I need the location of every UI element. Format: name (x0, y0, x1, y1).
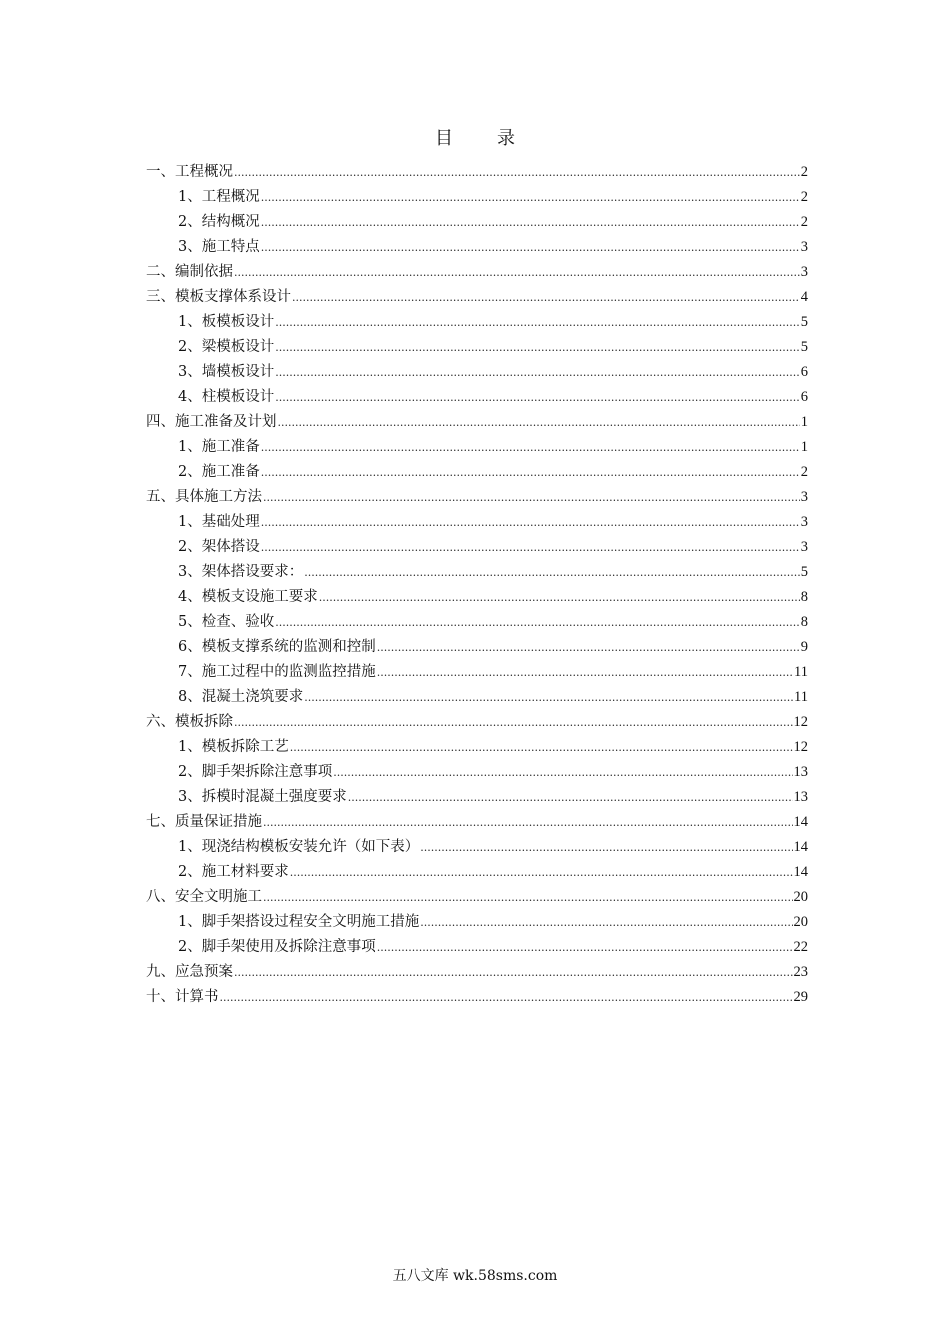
toc-entry[interactable] (146, 410, 808, 435)
toc-entry-page: 3 (800, 489, 808, 505)
toc-entry-page: 3 (800, 514, 808, 530)
toc-entry-text: 十、计算书 (146, 989, 219, 1005)
toc-leader-dots (275, 310, 800, 335)
toc-entry[interactable] (146, 560, 808, 585)
toc-leader-dots (261, 535, 800, 560)
toc-leader-dots (275, 385, 800, 410)
toc-entry-page: 8 (800, 614, 808, 630)
toc-entry[interactable] (146, 760, 808, 785)
toc-entry-text: 八、安全文明施工 (146, 889, 262, 905)
toc-entry-page: 4 (800, 289, 808, 305)
toc-entry-page: 2 (800, 189, 808, 205)
toc-entry-page: 14 (793, 839, 808, 855)
toc-entry[interactable] (146, 785, 808, 810)
toc-leader-dots (234, 710, 793, 735)
toc-entry-page: 14 (793, 814, 808, 830)
toc-entry[interactable] (146, 535, 808, 560)
toc-entry-page: 12 (793, 714, 808, 730)
toc-entry-page: 20 (793, 889, 808, 905)
toc-entry-text: 1、模板拆除工艺 (178, 739, 289, 755)
toc-entry[interactable] (146, 735, 808, 760)
toc-entry-text: 七、质量保证措施 (146, 814, 262, 830)
toc-entry[interactable] (146, 910, 808, 935)
toc-entry[interactable] (146, 960, 808, 985)
toc-entry-page: 29 (793, 989, 808, 1005)
toc-entry-text: 2、施工材料要求 (178, 864, 289, 880)
toc-leader-dots (275, 335, 800, 360)
toc-entry[interactable] (146, 160, 808, 185)
toc-entry-text: 六、模板拆除 (146, 714, 233, 730)
toc-entry-page: 5 (800, 339, 808, 355)
toc-entry-text: 五、具体施工方法 (146, 489, 262, 505)
toc-entry[interactable] (146, 285, 808, 310)
toc-entry-text: 四、施工准备及计划 (146, 414, 277, 430)
toc-entry-text: 7、施工过程中的监测监控措施 (178, 664, 376, 680)
toc-leader-dots (304, 685, 793, 710)
toc-entry-text: 4、柱模板设计 (178, 389, 275, 405)
toc-entry-page: 13 (793, 789, 808, 805)
toc-leader-dots (377, 635, 800, 660)
toc-leader-dots (263, 485, 800, 510)
toc-entry-text: 1、基础处理 (178, 514, 260, 530)
toc-entry[interactable] (146, 210, 808, 235)
toc-entry-text: 九、应急预案 (146, 964, 233, 980)
toc-entry[interactable] (146, 685, 808, 710)
toc-entry[interactable] (146, 260, 808, 285)
toc-title-right: 录 (497, 128, 515, 149)
toc-entry-text: 三、模板支撑体系设计 (146, 289, 291, 305)
toc-leader-dots (278, 410, 800, 435)
toc-entry-text: 2、结构概况 (178, 214, 260, 230)
toc-title (0, 124, 950, 150)
toc-leader-dots (261, 460, 800, 485)
toc-leader-dots (304, 560, 800, 585)
toc-entry[interactable] (146, 485, 808, 510)
toc-leader-dots (261, 510, 800, 535)
toc-leader-dots (263, 885, 793, 910)
toc-entry[interactable] (146, 610, 808, 635)
toc-entry[interactable] (146, 860, 808, 885)
toc-entry-page: 2 (800, 214, 808, 230)
toc-entry-page: 14 (793, 864, 808, 880)
toc-entry-page: 3 (800, 239, 808, 255)
toc-entry[interactable] (146, 310, 808, 335)
toc-leader-dots (261, 210, 800, 235)
toc-entry-page: 5 (800, 564, 808, 580)
toc-leader-dots (292, 285, 800, 310)
toc-entry[interactable] (146, 185, 808, 210)
toc-entry-text: 5、检查、验收 (178, 614, 275, 630)
toc-leader-dots (220, 985, 793, 1010)
toc-entry[interactable] (146, 710, 808, 735)
toc-entry-page: 12 (793, 739, 808, 755)
toc-leader-dots (234, 160, 800, 185)
toc-entry[interactable] (146, 810, 808, 835)
toc-entry-page: 1 (800, 414, 808, 430)
toc-entry[interactable] (146, 885, 808, 910)
toc-leader-dots (275, 360, 800, 385)
toc-leader-dots (261, 185, 800, 210)
toc-entry[interactable] (146, 985, 808, 1010)
toc-entry-text: 3、拆模时混凝土强度要求 (178, 789, 347, 805)
toc-entry-text: 6、模板支撑系统的监测和控制 (178, 639, 376, 655)
toc-entry-text: 2、架体搭设 (178, 539, 260, 555)
toc-entry-page: 13 (793, 764, 808, 780)
toc-entry-text: 1、脚手架搭设过程安全文明施工措施 (178, 914, 420, 930)
toc-entry[interactable] (146, 460, 808, 485)
toc-entry[interactable] (146, 935, 808, 960)
toc-leader-dots (319, 585, 800, 610)
toc-leader-dots (275, 610, 800, 635)
toc-leader-dots (377, 660, 793, 685)
toc-entry-page: 2 (800, 164, 808, 180)
toc-entry-page: 5 (800, 314, 808, 330)
toc-entry-text: 2、脚手架使用及拆除注意事项 (178, 939, 376, 955)
toc-leader-dots (420, 835, 792, 860)
toc-entry-page: 6 (800, 364, 808, 380)
toc-entry-page: 11 (794, 689, 808, 705)
toc-leader-dots (333, 760, 792, 785)
toc-entry-text: 1、工程概况 (178, 189, 260, 205)
toc-entry-text: 3、墙模板设计 (178, 364, 275, 380)
toc-entry-page: 9 (800, 639, 808, 655)
toc-entry[interactable] (146, 335, 808, 360)
toc-entry-page: 23 (793, 964, 808, 980)
toc-entry[interactable] (146, 835, 808, 860)
toc-entry-text: 1、施工准备 (178, 439, 260, 455)
toc-entry[interactable] (146, 385, 808, 410)
toc-entry-page: 3 (800, 264, 808, 280)
toc-entry[interactable] (146, 360, 808, 385)
toc-entry-page: 20 (793, 914, 808, 930)
toc-entry-page: 22 (793, 939, 808, 955)
toc-entry-text: 2、梁模板设计 (178, 339, 275, 355)
toc-leader-dots (348, 785, 793, 810)
toc-entry-text: 3、架体搭设要求： (178, 564, 304, 580)
toc-entry-text: 一、工程概况 (146, 164, 233, 180)
toc-leader-dots (263, 810, 793, 835)
footer-watermark: 五八文库 wk.58sms.com (392, 1268, 558, 1284)
toc-entry[interactable] (146, 635, 808, 660)
toc-entry-text: 1、板模板设计 (178, 314, 275, 330)
toc-leader-dots (290, 860, 793, 885)
toc-entry[interactable] (146, 660, 808, 685)
toc-entry-text: 二、编制依据 (146, 264, 233, 280)
toc-entry-page: 3 (800, 539, 808, 555)
toc-entry-text: 2、脚手架拆除注意事项 (178, 764, 333, 780)
toc-leader-dots (420, 910, 792, 935)
toc-leader-dots (261, 435, 800, 460)
toc-leader-dots (234, 960, 793, 985)
toc-leader-dots (290, 735, 793, 760)
toc-entry-text: 4、模板支设施工要求 (178, 589, 318, 605)
toc-entry-page: 11 (794, 664, 808, 680)
toc-title-left: 目 (435, 128, 453, 149)
toc-entry[interactable] (146, 510, 808, 535)
toc-entry-page: 6 (800, 389, 808, 405)
toc-leader-dots (261, 235, 800, 260)
table-of-contents (146, 160, 808, 1010)
toc-entry-page: 1 (800, 439, 808, 455)
toc-entry-page: 8 (800, 589, 808, 605)
toc-leader-dots (377, 935, 793, 960)
toc-entry[interactable] (146, 585, 808, 610)
toc-entry[interactable] (146, 435, 808, 460)
toc-entry[interactable] (146, 235, 808, 260)
toc-entry-text: 8、混凝土浇筑要求 (178, 689, 304, 705)
toc-entry-text: 3、施工特点 (178, 239, 260, 255)
toc-entry-text: 2、施工准备 (178, 464, 260, 480)
toc-entry-page: 2 (800, 464, 808, 480)
toc-entry-text: 1、现浇结构模板安装允许（如下表） (178, 839, 420, 855)
toc-leader-dots (234, 260, 800, 285)
